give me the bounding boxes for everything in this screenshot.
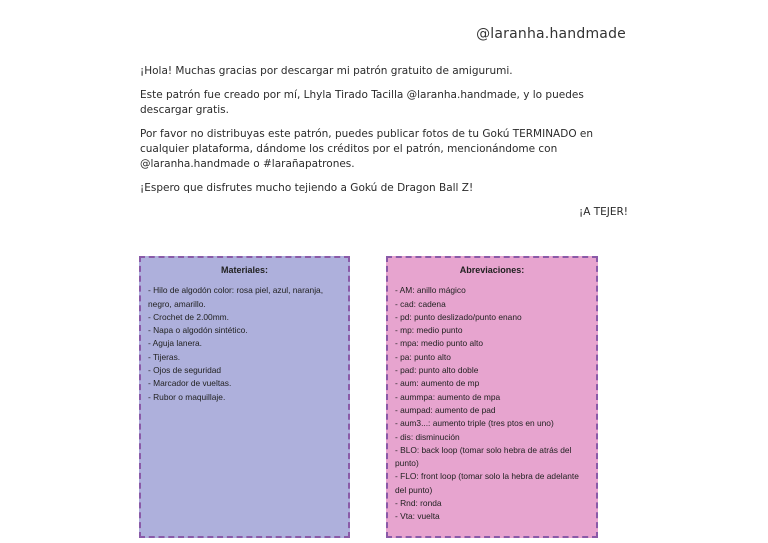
materials-item: - Hilo de algodón color: rosa piel, azul, naranja, negro, amarillo.: [148, 285, 324, 309]
materials-item: - Ojos de seguridad: [148, 365, 222, 376]
materials-box: [139, 256, 350, 538]
materials-item: - Marcador de vueltas.: [148, 378, 232, 389]
abbreviations-title: Abreviaciones:: [459, 265, 525, 275]
abbreviation-item: - aumpad: aumento de pad: [395, 404, 496, 415]
abbreviation-item: - aum3...: aumento triple (tres ptos en uno): [395, 418, 554, 429]
abbreviation-item: - Vta: vuelta: [395, 511, 440, 522]
materials-list: [141, 284, 348, 404]
intro-distribution-note: Por favor no distribuyas este patrón, puedes publicar fotos de tu Gokú TERMINADO en cualquier plataforma, dándome los créditos por el patrón, mencionándome con @laranha.handmade o #larañapatrones.: [140, 128, 594, 170]
abbreviation-item: - pd: punto deslizado/punto enano: [395, 311, 522, 322]
materials-item: - Aguja lanera.: [148, 338, 203, 349]
author-handle: @laranha.handmade: [476, 26, 626, 42]
abbreviation-item: - FLO: front loop (tomar solo la hebra de adelante del punto): [395, 471, 579, 495]
abbreviation-item: - aum: aumento de mp: [395, 378, 480, 389]
abbreviation-item: - pad: punto alto doble: [395, 365, 479, 376]
abbreviation-item: - Rnd: ronda: [395, 498, 442, 509]
intro-credit: Este patrón fue creado por mí, Lhyla Tirado Tacilla @laranha.handmade, y lo puedes descargar gratis.: [140, 89, 584, 116]
materials-title: Materiales:: [220, 265, 269, 275]
abbreviation-item: - BLO: back loop (tomar solo hebra de atrás del punto): [395, 444, 572, 469]
abbreviation-item: - cad: cadena: [395, 298, 446, 309]
closing-text: ¡A TEJER!: [578, 206, 628, 218]
abbreviations-box: [386, 256, 598, 538]
abbreviation-item: - AM: anillo mágico: [395, 285, 466, 296]
abbreviation-item: - aummpa: aumento de mpa: [395, 391, 501, 402]
intro-wish: ¡Espero que disfrutes mucho tejiendo a Gokú de Dragon Ball Z!: [140, 182, 474, 194]
materials-item: - Rubor o maquillaje.: [148, 391, 226, 402]
abbreviations-list: [388, 284, 596, 523]
abbreviation-item: - mp: medio punto: [395, 325, 463, 336]
materials-item: - Tijeras.: [148, 351, 181, 362]
abbreviation-item: - pa: punto alto: [395, 351, 451, 362]
materials-item: - Crochet de 2.00mm.: [148, 311, 229, 322]
abbreviation-item: - dis: disminución: [395, 431, 460, 442]
intro-greeting: ¡Hola! Muchas gracias por descargar mi patrón gratuito de amigurumi.: [140, 65, 513, 77]
abbreviation-item: - mpa: medio punto alto: [395, 338, 483, 349]
materials-item: - Napa o algodón sintético.: [148, 325, 248, 336]
